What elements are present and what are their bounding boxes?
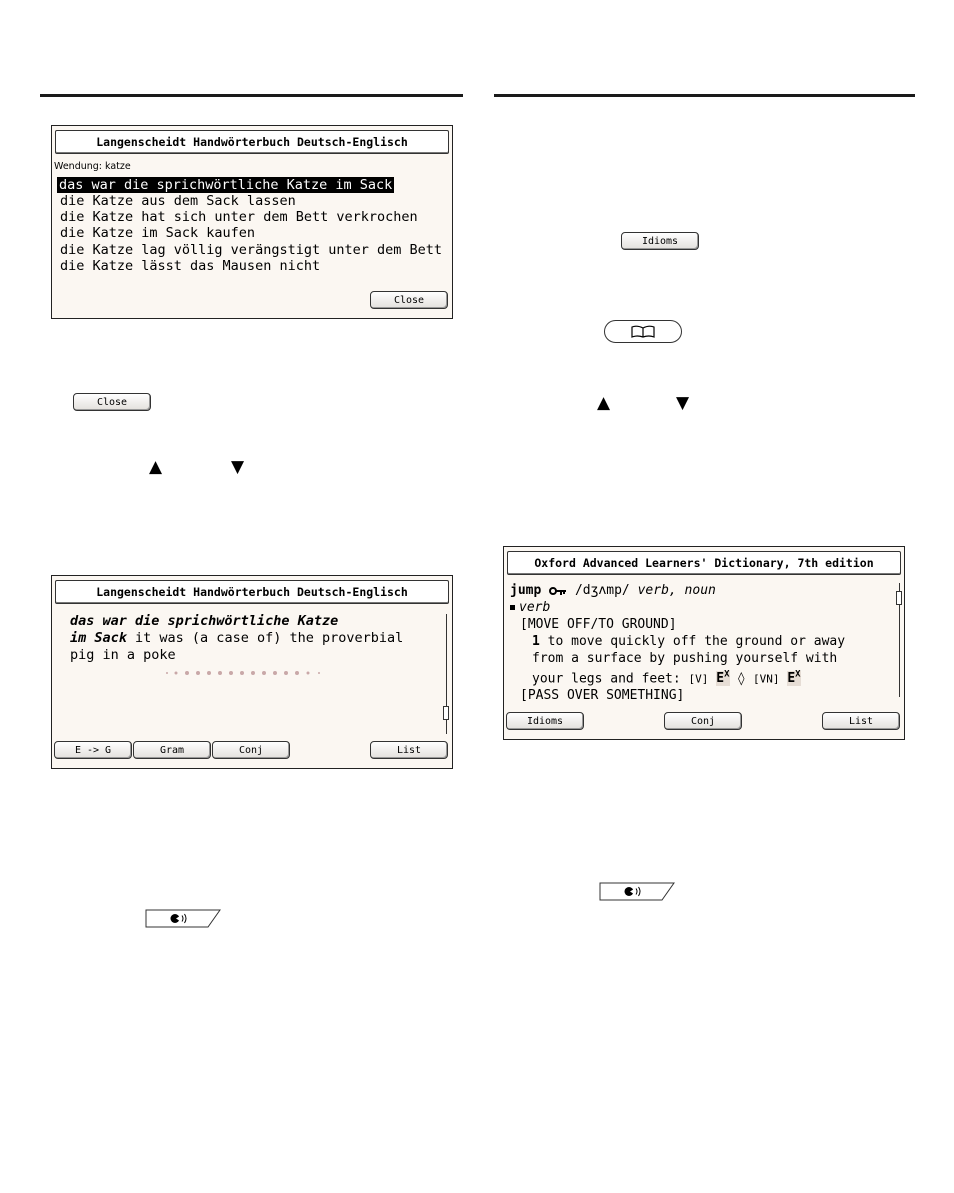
diamond-icon: ◊ bbox=[737, 671, 746, 687]
list-button[interactable]: List bbox=[370, 741, 448, 759]
close-button-icon: Close bbox=[73, 393, 151, 411]
result-item-selected[interactable]: das war die sprichwörtliche Katze im Sack bbox=[59, 177, 393, 193]
verb-pattern: [V] bbox=[688, 672, 709, 686]
search-label: Wendung: katze bbox=[54, 161, 131, 172]
section-heading: [PASS OVER SOMETHING] bbox=[520, 688, 685, 704]
result-item[interactable]: die Katze im Sack kaufen bbox=[60, 225, 256, 241]
result-item[interactable]: die Katze lässt das Mausen nicht bbox=[60, 258, 321, 274]
definition: from a surface by pushing yourself with bbox=[532, 651, 838, 666]
translation-text bbox=[70, 613, 403, 664]
result-item[interactable]: die Katze lag völlig verängstigt unter dem Bett bbox=[60, 242, 443, 258]
screen-title: Oxford Advanced Learners' Dictionary, 7th edition bbox=[507, 551, 901, 575]
section-heading: [MOVE OFF/TO GROUND] bbox=[520, 617, 677, 632]
speaker-key-icon bbox=[599, 882, 675, 901]
scrollbar-thumb[interactable] bbox=[443, 706, 449, 720]
definition: your legs and feet: bbox=[532, 671, 689, 687]
translation: pig in a poke bbox=[70, 647, 176, 663]
result-item[interactable]: die Katze hat sich unter dem Bett verkrochen bbox=[60, 209, 418, 225]
conj-button[interactable]: Conj bbox=[212, 741, 290, 759]
left-top-rule bbox=[40, 94, 463, 97]
pronunciation: /dʒʌmp/ bbox=[567, 583, 638, 598]
screen-title: Langenscheidt Handwörterbuch Deutsch-Englisch bbox=[55, 580, 449, 604]
idiom-list-screen bbox=[51, 125, 453, 319]
example-icon[interactable]: $E^X$ bbox=[787, 670, 801, 687]
headword: jump bbox=[510, 583, 542, 598]
conj-button[interactable]: Conj bbox=[664, 712, 742, 730]
speaker-key-icon bbox=[145, 909, 221, 928]
down-arrow-icon: ▼ bbox=[676, 393, 690, 413]
translation: it was (a case of) the proverbial bbox=[126, 630, 404, 646]
idiom-headword: das war die sprichwörtliche Katze bbox=[70, 613, 339, 629]
eg-button[interactable]: E -> G bbox=[54, 741, 132, 759]
up-arrow-icon: ▲ bbox=[149, 457, 163, 477]
bullet-icon bbox=[510, 605, 515, 610]
part-of-speech: verb, noun bbox=[637, 583, 716, 598]
close-button[interactable]: Close bbox=[370, 291, 448, 309]
scrollbar-thumb[interactable] bbox=[896, 591, 902, 605]
idiom-translation-screen bbox=[51, 575, 453, 769]
pos-label: verb bbox=[519, 600, 551, 615]
separator-dots bbox=[162, 669, 332, 677]
key-icon bbox=[549, 586, 567, 596]
up-arrow-icon: ▲ bbox=[597, 393, 611, 413]
list-button[interactable]: List bbox=[822, 712, 900, 730]
down-arrow-icon: ▼ bbox=[231, 457, 245, 477]
oxford-entry-screen bbox=[503, 546, 905, 740]
screen-title: Langenscheidt Handwörterbuch Deutsch-Englisch bbox=[55, 130, 449, 154]
idioms-button[interactable]: Idioms bbox=[506, 712, 584, 730]
result-item[interactable]: die Katze aus dem Sack lassen bbox=[60, 193, 296, 209]
book-icon bbox=[630, 325, 656, 339]
book-key bbox=[604, 320, 682, 343]
example-icon[interactable]: $E^X$ bbox=[716, 670, 730, 687]
gram-button[interactable]: Gram bbox=[133, 741, 211, 759]
right-top-rule bbox=[494, 94, 915, 97]
idioms-button-icon: Idioms bbox=[621, 232, 699, 250]
entry-text bbox=[510, 582, 845, 704]
idiom-headword: im Sack bbox=[70, 630, 127, 646]
definition: to move quickly off the ground or away bbox=[539, 634, 846, 649]
sense-number: 1 bbox=[532, 634, 540, 649]
verb-pattern: [VN] bbox=[752, 672, 780, 686]
